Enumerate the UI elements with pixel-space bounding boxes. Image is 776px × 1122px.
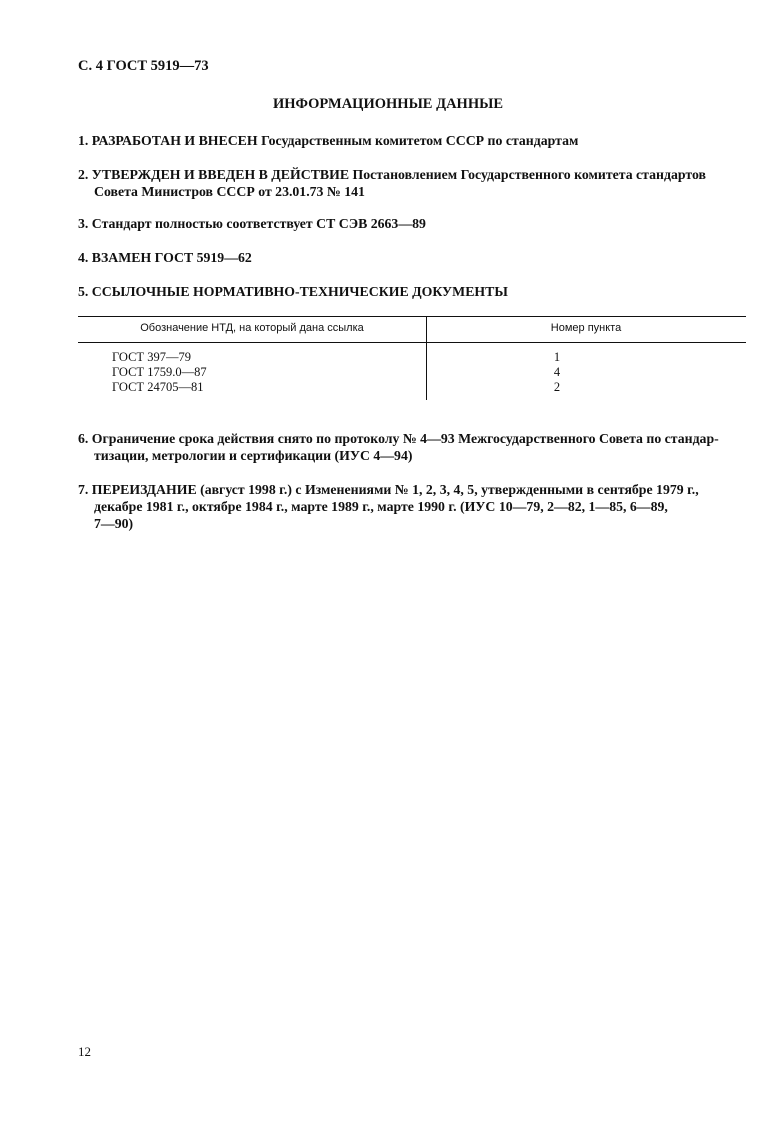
info-item-6-line-1: 6. Ограничение срока действия снято по протоколу № 4—93 Межгосударственного Совета по стандар- xyxy=(78,431,719,446)
table-cell-item: 1 xyxy=(553,350,561,364)
running-header: С. 4 ГОСТ 5919—73 xyxy=(78,58,209,74)
table-header-rule xyxy=(78,342,746,343)
section-title: ИНФОРМАЦИОННЫЕ ДАННЫЕ xyxy=(272,96,504,112)
info-item-1-text: 1. РАЗРАБОТАН И ВНЕСЕН Государственным комитетом СССР по стандартам xyxy=(78,133,579,148)
info-item-2-line-2: Совета Министров СССР от 23.01.73 № 141 xyxy=(94,184,365,199)
info-item-2-line-1: 2. УТВЕРЖДЕН И ВВЕДЕН В ДЕЙСТВИЕ Постановлением Государственного комитета стандартов xyxy=(78,167,706,182)
info-item-6-line-2: тизации, метрологии и сертификации (ИУС 4—94) xyxy=(94,448,413,463)
table-cell-doc: ГОСТ 1759.0—87 xyxy=(112,365,207,379)
table-top-rule xyxy=(78,316,746,317)
info-item-4 xyxy=(78,249,750,266)
table-cell-doc: ГОСТ 397—79 xyxy=(112,350,191,364)
info-item-7-line-2: декабре 1981 г., октябре 1984 г., марте 1989 г., марте 1990 г. (ИУС 10—79, 2—82, 1—85, 6—89, xyxy=(94,499,668,514)
info-item-7-line-1: 7. ПЕРЕИЗДАНИЕ (август 1998 г.) с Изменениями № 1, 2, 3, 4, 5, утвержденными в сентябре 1979 г., xyxy=(78,482,699,497)
info-item-7 xyxy=(78,481,750,532)
info-item-3 xyxy=(78,215,750,232)
info-item-4-text: 4. ВЗАМЕН ГОСТ 5919—62 xyxy=(78,250,252,265)
info-item-7-line-3: 7—90) xyxy=(94,516,134,531)
info-item-5-text: 5. ССЫЛОЧНЫЕ НОРМАТИВНО-ТЕХНИЧЕСКИЕ ДОКУМЕНТЫ xyxy=(78,284,508,299)
page-number: 12 xyxy=(78,1044,91,1059)
info-item-1 xyxy=(78,132,750,149)
info-item-6 xyxy=(78,430,750,464)
table-header-doc: Обозначение НТД, на который дана ссылка xyxy=(140,322,364,334)
table-cell-item: 4 xyxy=(553,365,561,379)
info-item-2 xyxy=(78,166,750,200)
info-item-3-text: 3. Стандарт полностью соответствует СТ СЭВ 2663—89 xyxy=(78,216,426,231)
info-item-5 xyxy=(78,283,750,300)
table-cell-doc: ГОСТ 24705—81 xyxy=(112,380,204,394)
table-cell-item: 2 xyxy=(553,380,561,394)
table-header-item: Номер пункта xyxy=(550,322,622,334)
